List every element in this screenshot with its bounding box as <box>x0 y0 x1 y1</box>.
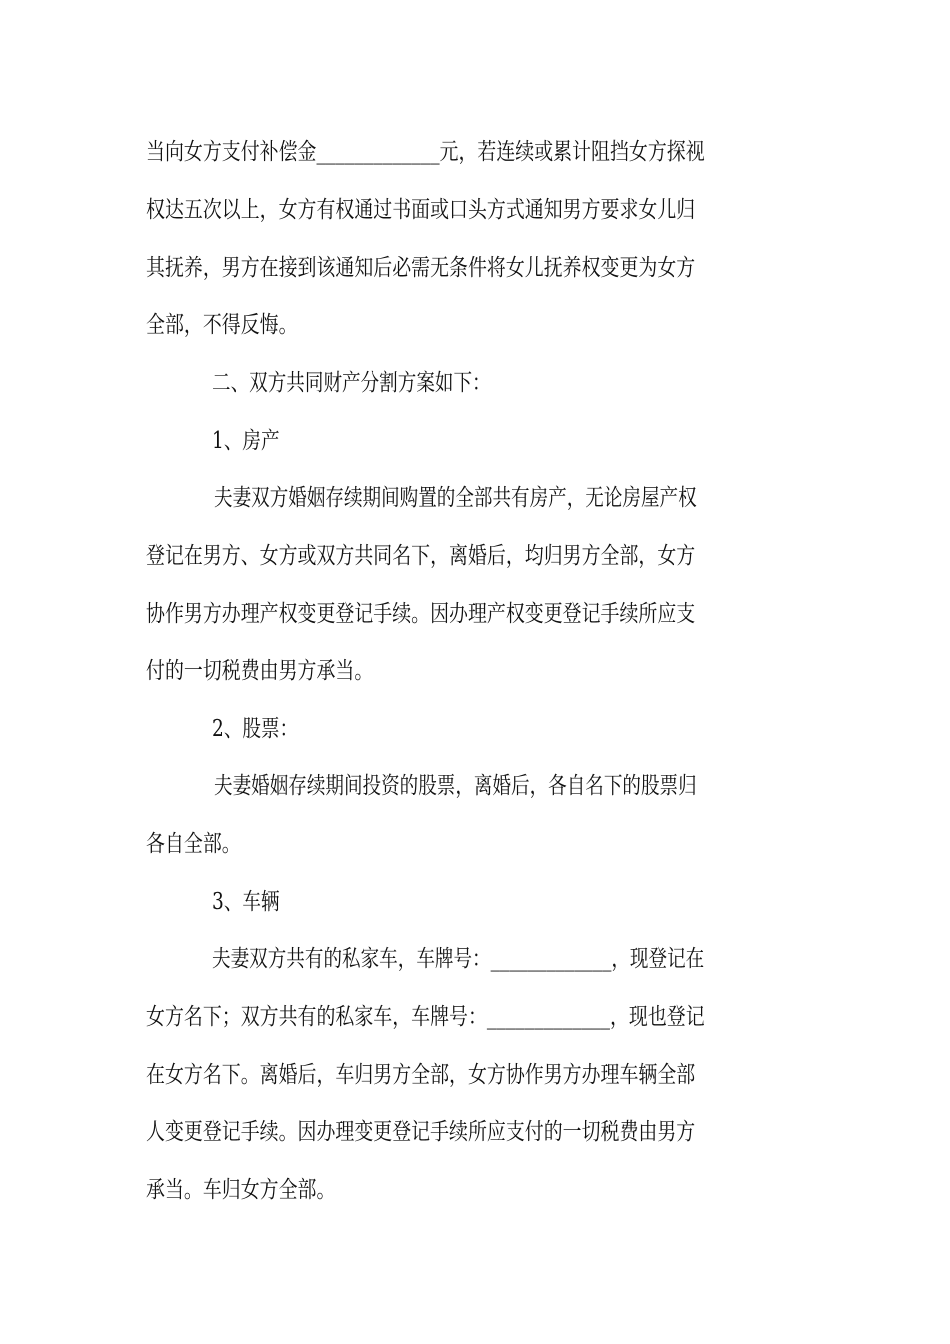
subsection-heading: 3、车辆 <box>212 889 280 915</box>
subsection-heading: 2、股票： <box>212 716 299 742</box>
text-line: 付的一切税费由男方承当。 <box>146 658 374 684</box>
text-line: 夫妻婚姻存续期间投资的股票，离婚后，各自名下的股票归 <box>214 773 697 799</box>
text-line: 权达五次以上，女方有权通过书面或口头方式通知男方要求女儿归 <box>146 197 696 223</box>
text-line: 各自全部。 <box>146 831 241 857</box>
text-line: 承当。车归女方全部。 <box>146 1177 336 1203</box>
section-heading: 二、双方共同财产分割方案如下： <box>212 370 491 396</box>
text-line: 其抚养，男方在接到该通知后必需无条件将女儿抚养权变更为女方 <box>146 255 696 281</box>
text-line: 协作男方办理产权变更登记手续。因办理产权变更登记手续所应支 <box>146 601 696 627</box>
text-line: 当向女方支付补偿金_____________元，若连续或累计阻挡女方探视 <box>146 139 705 165</box>
text-line: 夫妻双方婚姻存续期间购置的全部共有房产，无论房屋产权 <box>214 485 697 511</box>
text-line: 夫妻双方共有的私家车，车牌号：_____________，现登记在 <box>212 946 705 972</box>
text-line: 在女方名下。离婚后，车归男方全部，女方协作男方办理车辆全部 <box>146 1062 696 1088</box>
text-line: 女方名下；双方共有的私家车，车牌号：_____________，现也登记 <box>146 1004 705 1030</box>
text-line: 登记在男方、女方或双方共同名下，离婚后，均归男方全部，女方 <box>146 543 696 569</box>
text-line: 人变更登记手续。因办理变更登记手续所应支付的一切税费由男方 <box>146 1119 696 1145</box>
text-line: 全部，不得反悔。 <box>146 312 298 338</box>
subsection-heading: 1、房产 <box>212 428 280 454</box>
